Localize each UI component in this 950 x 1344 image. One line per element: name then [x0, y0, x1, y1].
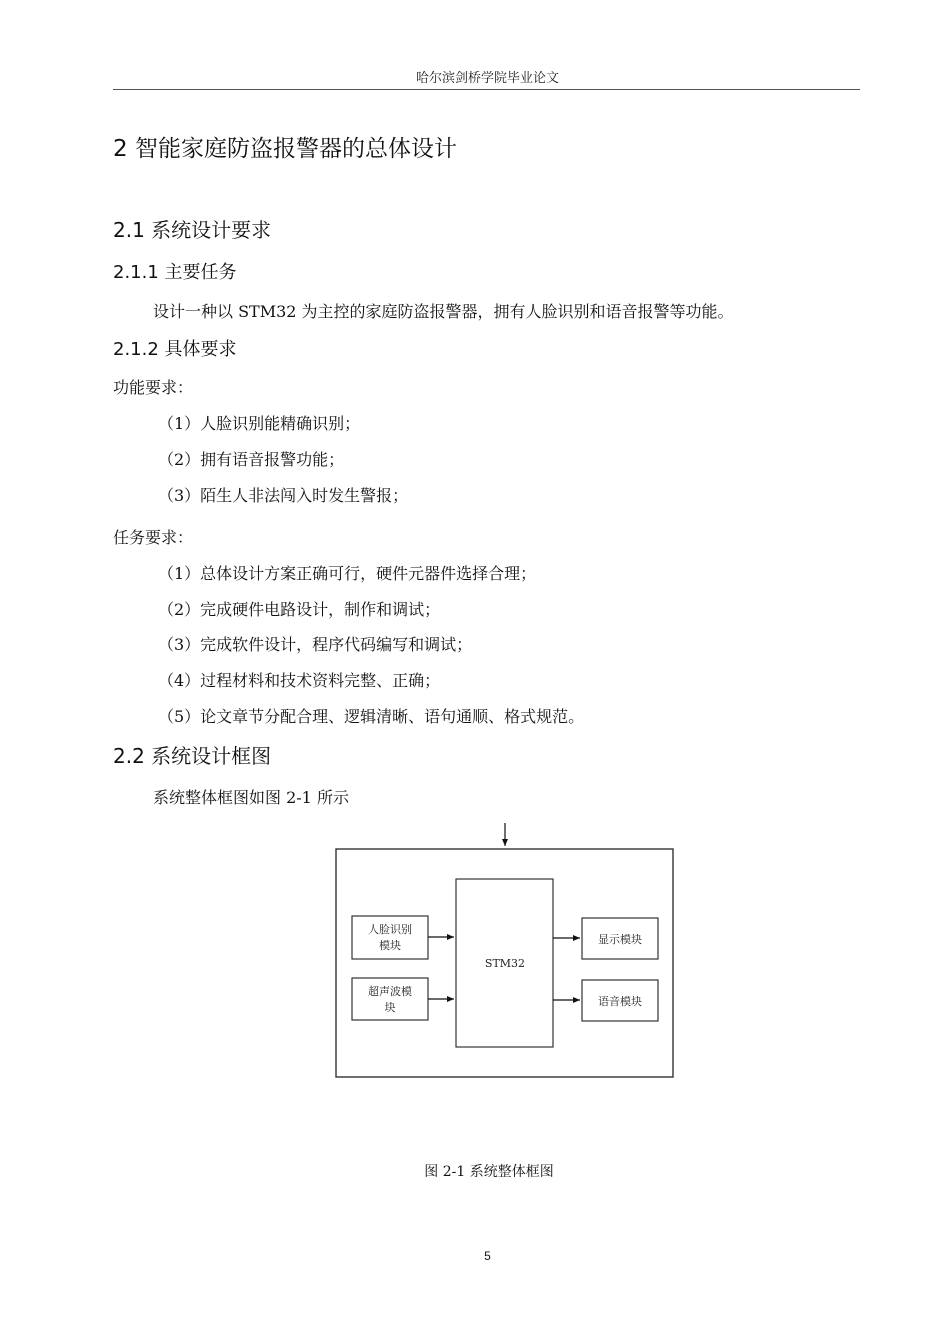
task-requirements-label: 任务要求：: [113, 528, 194, 547]
function-requirements-label: 功能要求：: [113, 378, 194, 397]
stm32-label: STM32: [484, 957, 526, 970]
function-item: （3）陌生人非法闯入时发生警报；: [158, 486, 409, 505]
section-2-2-title: 2.2 系统设计框图: [113, 744, 272, 768]
running-header: 哈尔滨剑桥学院毕业论文: [415, 71, 559, 86]
function-item: （1）人脸识别能精确识别；: [158, 414, 361, 433]
figure-caption: 图 2-1 系统整体框图: [424, 1164, 554, 1180]
section-2-1-1-title: 2.1.1 主要任务: [113, 262, 237, 283]
page-number: 5: [484, 1249, 491, 1263]
ultrasonic-label-1: 超声波模: [368, 985, 412, 998]
face-recognition-label-2: 模块: [379, 939, 401, 952]
main-task-text: 设计一种以 STM32 为主控的家庭防盗报警器，拥有人脸识别和语音报警等功能。: [153, 302, 734, 321]
face-recognition-label-1: 人脸识别: [368, 923, 412, 936]
task-item: （2）完成硬件电路设计，制作和调试；: [158, 600, 441, 619]
diagram-intro-text: 系统整体框图如图 2-1 所示: [153, 788, 349, 807]
task-item: （5）论文章节分配合理、逻辑清晰、语句通顺、格式规范。: [158, 707, 585, 726]
section-2-1-title: 2.1 系统设计要求: [113, 218, 272, 242]
voice-module-label: 语音模块: [598, 995, 642, 1008]
task-item: （4）过程材料和技术资料完整、正确；: [158, 671, 441, 690]
task-item: （3）完成软件设计，程序代码编写和调试；: [158, 635, 473, 654]
section-2-1-2-title: 2.1.2 具体要求: [113, 339, 237, 360]
chapter-title: 2 智能家庭防盗报警器的总体设计: [113, 136, 457, 162]
task-item: （1）总体设计方案正确可行，硬件元器件选择合理；: [158, 564, 537, 583]
function-item: （2）拥有语音报警功能；: [158, 450, 345, 469]
display-module-label: 显示模块: [598, 933, 642, 946]
ultrasonic-label-2: 块: [384, 1001, 396, 1014]
